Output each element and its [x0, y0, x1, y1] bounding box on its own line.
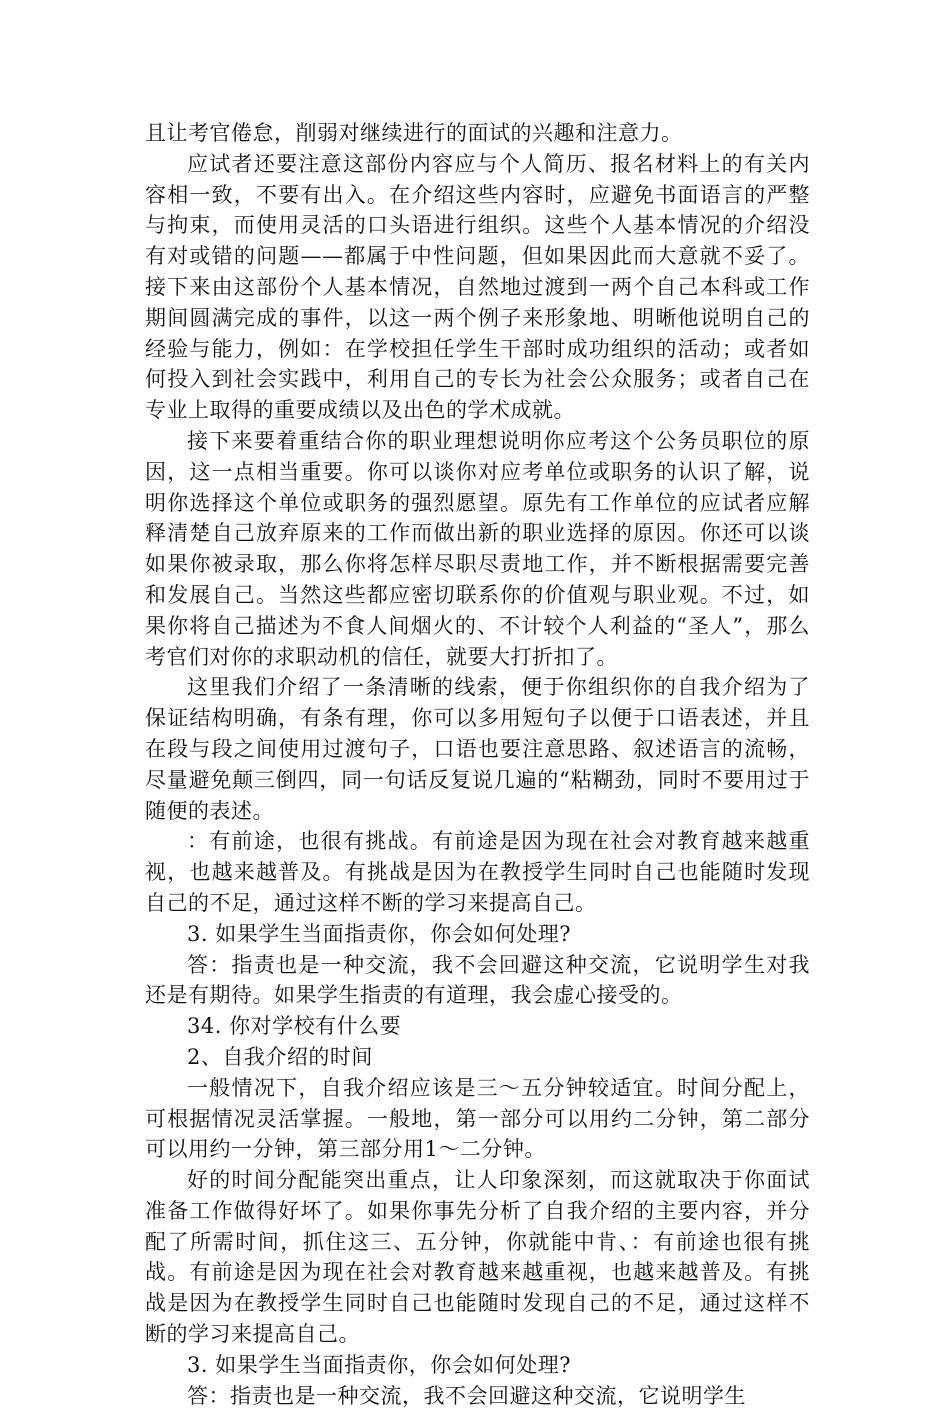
paragraph-3: 接下来要着重结合你的职业理想说明你应考这个公务员职位的原因，这一点相当重要。你可以谈你对应考单位或职务的认识了解，说明你选择这个单位或职务的强烈愿望。原先有工作单位的应试者应解释清楚自己放弃原来的工作而做出新的职业选择的原因。你还可以谈如果你被录取，那么你将怎样尽职尽责地工作，并不断根据需要完善和发展自己。当然这些都应密切联系你的价值观与职业观。不过，如果你将自己描述为不食人间烟火的、不计较个人利益的“圣人”，那么考官们对你的求职动机的信任，就要大打折扣了。 — [145, 428, 810, 669]
question-34: 34. 你对学校有什么要 — [187, 1014, 402, 1039]
paragraph-time-focus: 好的时间分配能突出重点，让人印象深刻，而这就取决于你面试准备工作做得好坏了。如果你事先分析了自我介绍的主要内容，并分配了所需时间，抓住这三、五分钟，你就能中肯、：有前途也很有挑战。有前途是因为现在社会对教育越来越重视，也越来越普及。有挑战是因为在教授学生同时自己也能随时发现自己的不足，通过这样不断的学习来提高自己。 — [145, 1168, 810, 1347]
question-3: 3. 如果学生当面指责你，你会如何处理? — [187, 921, 571, 946]
question-3-repeat: 3. 如果学生当面指责你，你会如何处理? — [187, 1352, 571, 1377]
paragraph-1: 且让考官倦怠，削弱对继续进行的面试的兴趣和注意力。 — [145, 121, 683, 145]
section-heading-intro-time: 2、自我介绍的时间 — [187, 1044, 373, 1069]
paragraph-time-allocation: 一般情况下，自我介绍应该是三～五分钟较适宜。时间分配上，可根据情况灵活掌握。一般地，第一部分可以用约二分钟，第二部分可以用约一分钟，第三部分用1～二分钟。 — [145, 1075, 810, 1162]
paragraph-2: 应试者还要注意这部份内容应与个人简历、报名材料上的有关内容相一致，不要有出入。在介绍这些内容时，应避免书面语言的严整与拘束，而使用灵活的口头语进行组织。这些个人基本情况的介绍没有对或错的问题——都属于中性问题，但如果因此而大意就不妥了。接下来由这部份个人基本情况，自然地过渡到一两个自己本科或工作期间圆满完成的事件，以这一两个例子来形象地、明晰他说明自己的经验与能力，例如：在学校担任学生干部时成功组织的活动；或者如何投入到社会实践中，利用自己的专长为社会公众服务；或者自己在专业上取得的重要成绩以及出色的学术成就。 — [145, 151, 810, 423]
document-page — [145, 118, 810, 1411]
answer-3-repeat: 答：指责也是一种交流，我不会回避这种交流，它说明学生 — [187, 1383, 746, 1408]
paragraph-4: 这里我们介绍了一条清晰的线索，便于你组织你的自我介绍为了保证结构明确，有条有理，你可以多用短句子以便于口语表述，并且在段与段之间使用过渡句子，口语也要注意思路、叙述语言的流畅，尽量避免颠三倒四，同一句话反复说几遍的“粘糊劲，同时不要用过于随便的表述。 — [145, 675, 810, 823]
answer-3: 答：指责也是一种交流，我不会回避这种交流，它说明学生对我还是有期待。如果学生指责的有道理，我会虚心接受的。 — [145, 952, 810, 1008]
paragraph-5: ：有前途，也很有挑战。有前途是因为现在社会对教育越来越重视，也越来越普及。有挑战是因为在教授学生同时自己也能随时发现自己的不足，通过这样不断的学习来提高自己。 — [145, 829, 810, 915]
